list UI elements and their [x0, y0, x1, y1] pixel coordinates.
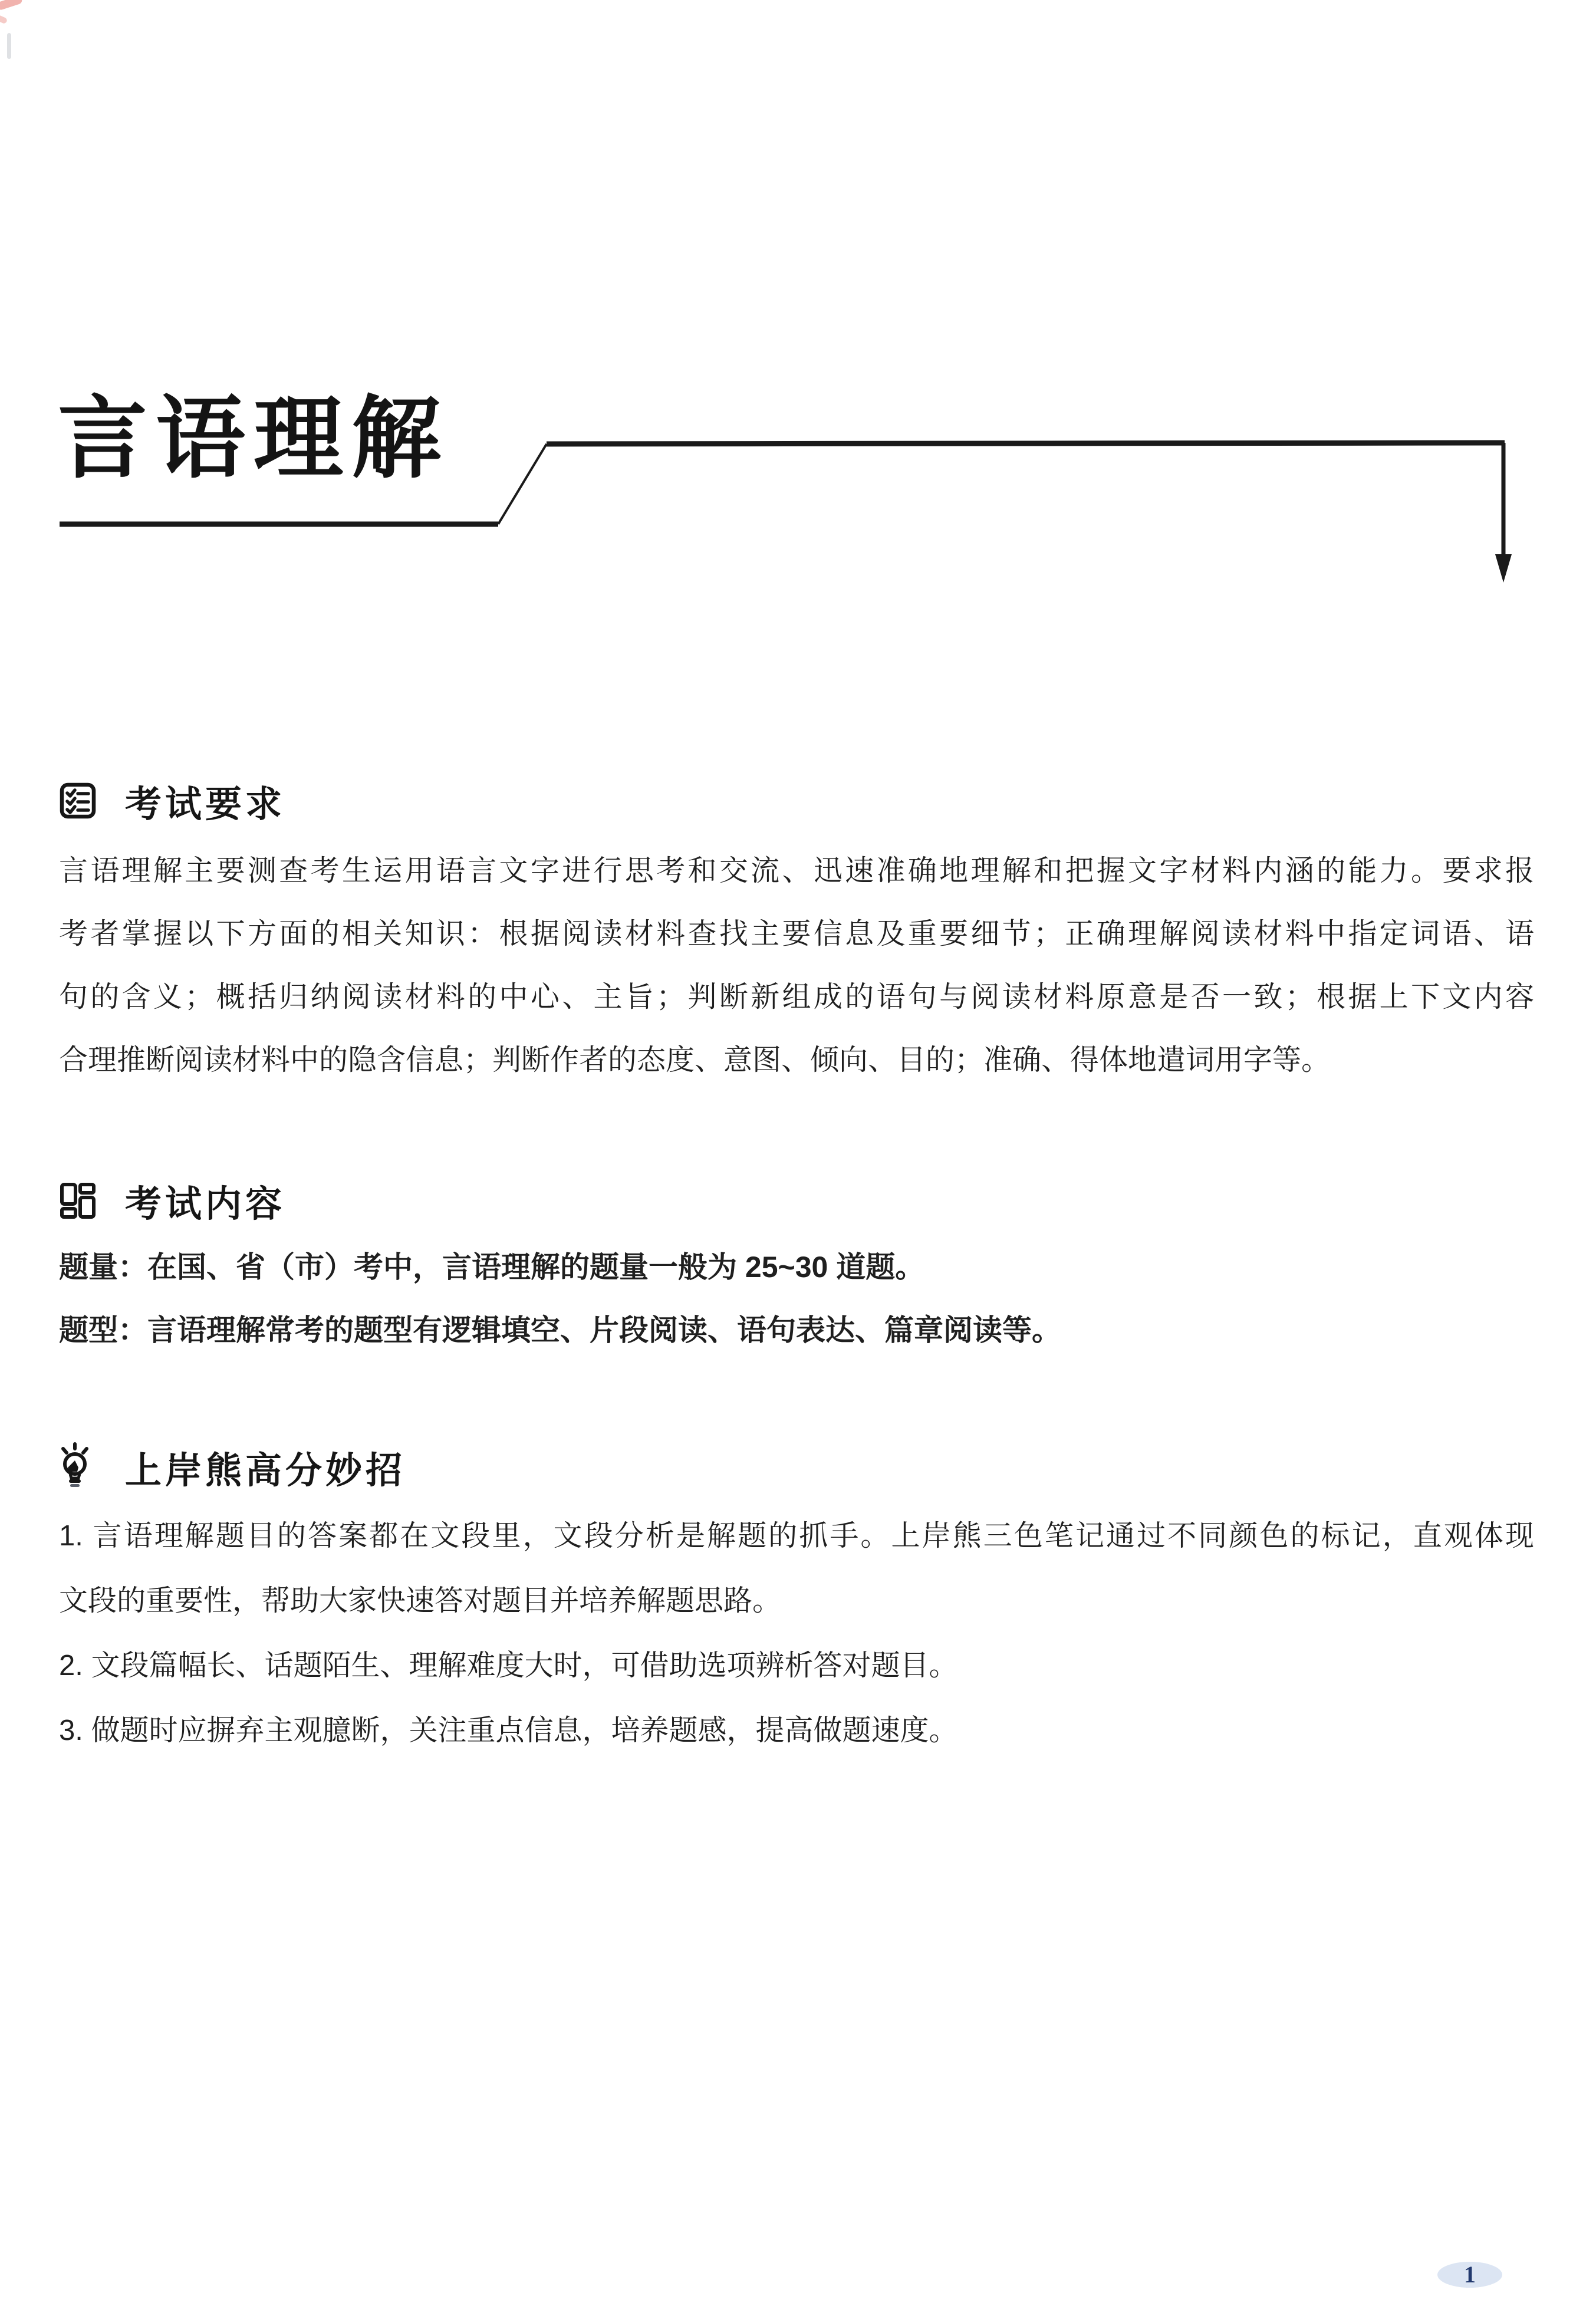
section-heading-content: [59, 1179, 286, 1225]
section-heading-label: 上岸熊高分妙招: [125, 1450, 406, 1491]
page-number-badge: [1437, 2262, 1502, 2288]
gray-scan-smudge: [7, 33, 11, 59]
tips-list: [59, 1504, 1534, 1763]
requirements-paragraph: [59, 840, 1534, 1092]
paragraph-line: 合理推断阅读材料中的隐含信息；判断作者的态度、意图、倾向、目的；准确、得体地遣词用字等。: [59, 1044, 1331, 1076]
quantity-line: 题量：在国、省（市）考中，言语理解的题量一般为 25~30 道题。: [59, 1251, 925, 1284]
tip-line: 1. 言语理解题目的答案都在文段里，文段分析是解题的抓手。上岸熊三色笔记通过不同颜色的标记，直观体现: [59, 1520, 1534, 1552]
red-scan-mark: [0, 0, 23, 11]
checklist-icon: [59, 782, 97, 820]
paragraph-line: 句的含义；概括归纳阅读材料的中心、主旨；判断新组成的语句与阅读材料原意是否一致；根据上下文内容: [59, 981, 1534, 1013]
page-number: 1: [1464, 2261, 1476, 2288]
tip-line: 2. 文段篇幅长、话题陌生、理解难度大时，可借助选项辨析答对题目。: [59, 1650, 958, 1682]
tip-line: 文段的重要性，帮助大家快速答对题目并培养解题思路。: [59, 1585, 782, 1617]
paragraph-line: 言语理解主要测查考生运用语言文字进行思考和交流、迅速准确地理解和把握文字材料内涵的能力。要求报: [59, 855, 1534, 887]
content-lines: [59, 1236, 1534, 1362]
title-rule-arrow: [0, 354, 1596, 619]
red-scan-mark: [0, 15, 8, 24]
section-heading-tips: [59, 1446, 406, 1491]
section-heading-label: 考试要求: [125, 784, 286, 825]
section-heading-label: 考试内容: [125, 1184, 286, 1225]
paragraph-line: 考者掌握以下方面的相关知识：根据阅读材料查找主要信息及重要细节；正确理解阅读材料中指定词语、语: [59, 918, 1534, 950]
lightbulb-icon: [59, 1442, 92, 1489]
chapter-title: 言语理解: [58, 389, 449, 489]
types-line: 题型：言语理解常考的题型有逻辑填空、片段阅读、语句表达、篇章阅读等。: [59, 1314, 1061, 1347]
grid-icon: [59, 1182, 97, 1219]
tip-line: 3. 做题时应摒弃主观臆断，关注重点信息，培养题感，提高做题速度。: [59, 1715, 958, 1746]
section-heading-requirements: [59, 779, 286, 825]
